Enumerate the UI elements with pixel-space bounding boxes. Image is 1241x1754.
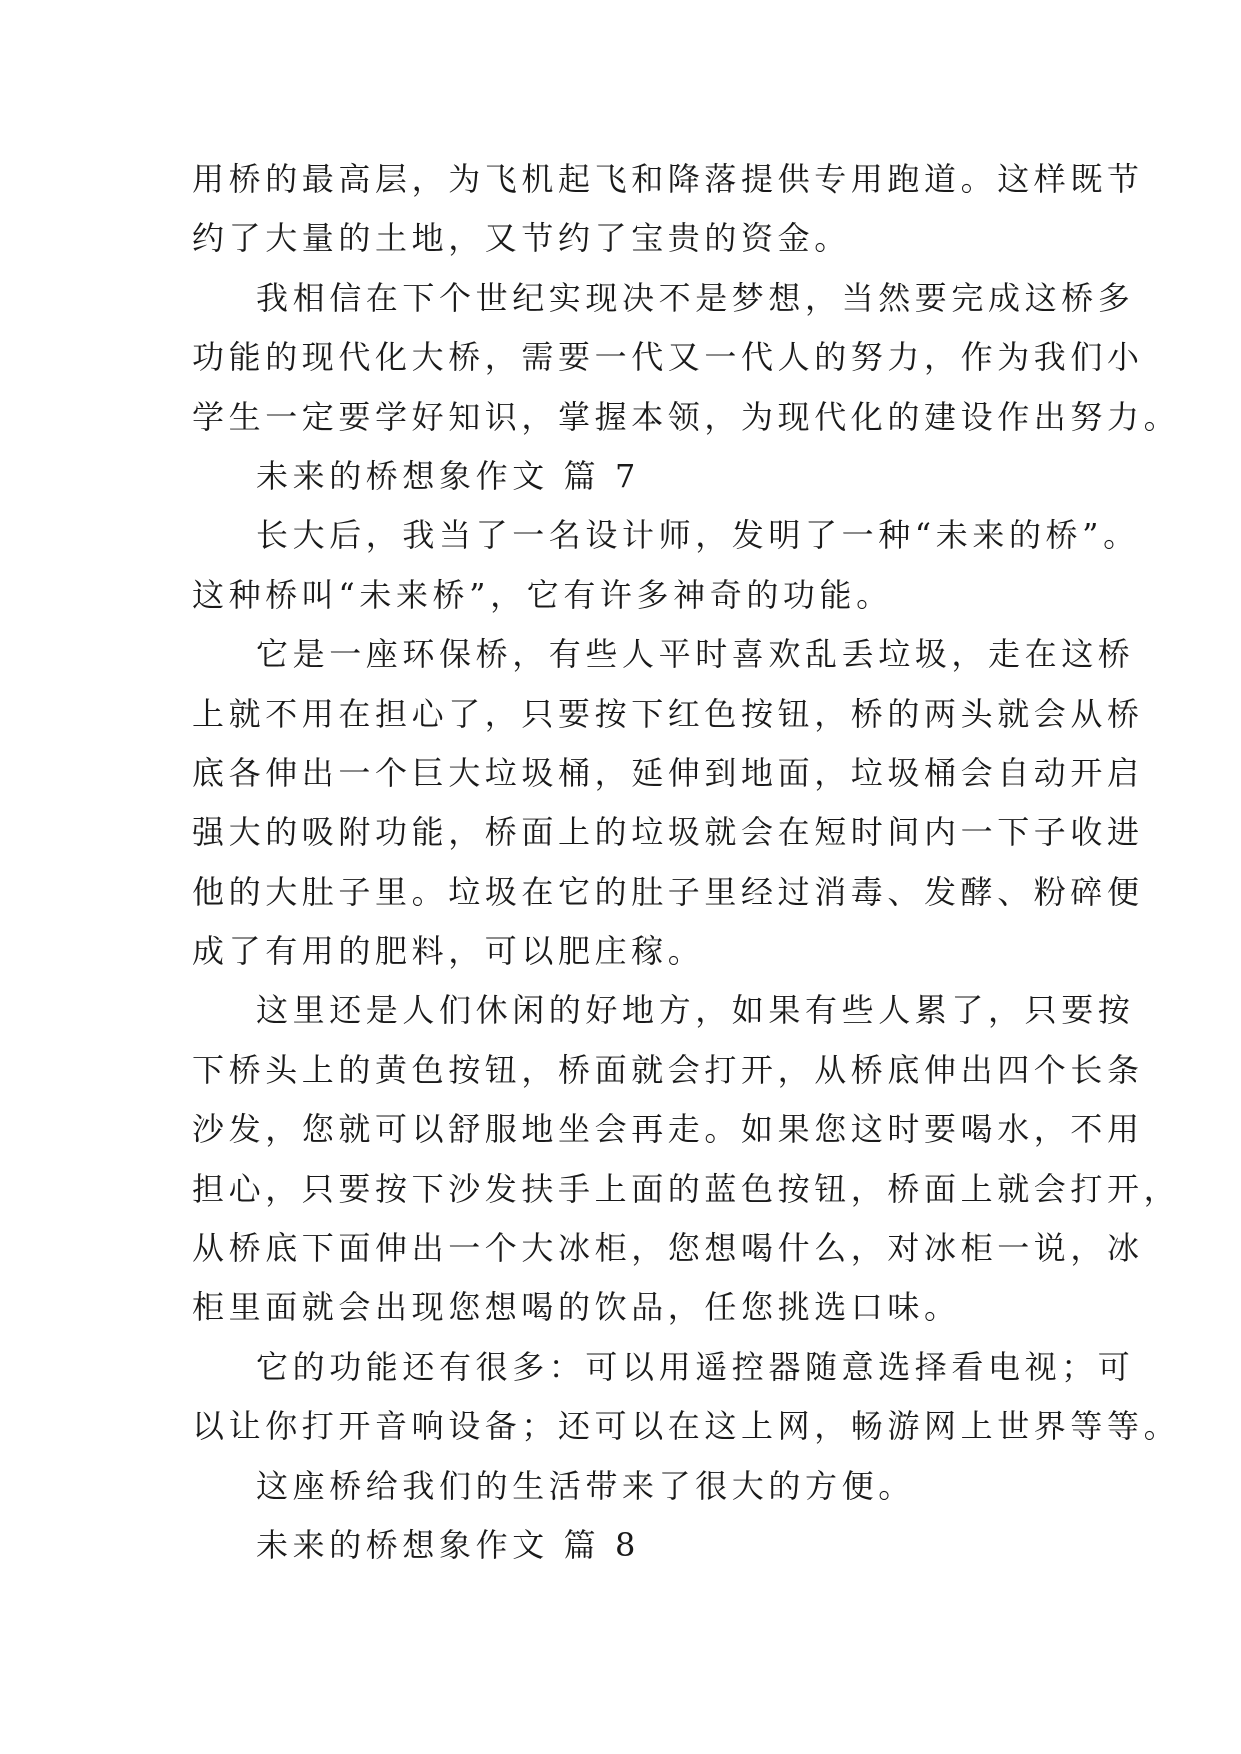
text-line: 这种桥叫“未来桥”，它有许多神奇的功能。 xyxy=(192,575,893,614)
text-line: 它是一座环保桥，有些人平时喜欢乱丢垃圾，走在这桥 xyxy=(256,635,1135,674)
text-line: 这里还是人们休闲的好地方，如果有些人累了，只要按 xyxy=(256,991,1135,1030)
text-line: 未来的桥想象作文 篇 8 xyxy=(256,1525,640,1564)
text-line: 下桥头上的黄色按钮，桥面就会打开，从桥底伸出四个长条 xyxy=(192,1050,1144,1089)
text-line: 这座桥给我们的生活带来了很大的方便。 xyxy=(256,1466,915,1505)
text-line: 担心，只要按下沙发扶手上面的蓝色按钮，桥面上就会打开， xyxy=(192,1169,1181,1208)
text-line: 未来的桥想象作文 篇 7 xyxy=(256,456,640,495)
text-line: 柜里面就会出现您想喝的饮品，任您挑选口味。 xyxy=(192,1288,961,1327)
text-line: 用桥的最高层，为飞机起飞和降落提供专用跑道。这样既节 xyxy=(192,160,1144,198)
text-line: 底各伸出一个巨大垃圾桶，延伸到地面，垃圾桶会自动开启 xyxy=(192,753,1144,792)
text-line: 功能的现代化大桥，需要一代又一代人的努力，作为我们小 xyxy=(192,338,1144,377)
text-line: 学生一定要学好知识，掌握本领，为现代化的建设作出努力。 xyxy=(192,397,1181,436)
text-line: 以让你打开音响设备；还可以在这上网，畅游网上世界等等。 xyxy=(192,1407,1181,1446)
text-line: 从桥底下面伸出一个大冰柜，您想喝什么，对冰柜一说，冰 xyxy=(192,1229,1144,1268)
text-line: 他的大肚子里。垃圾在它的肚子里经过消毒、发酵、粉碎便 xyxy=(192,872,1144,911)
text-line: 上就不用在担心了，只要按下红色按钮，桥的两头就会从桥 xyxy=(192,694,1144,733)
document-body xyxy=(192,150,1181,1575)
text-line: 它的功能还有很多：可以用遥控器随意选择看电视；可 xyxy=(256,1347,1135,1386)
text-line: 成了有用的肥料，可以肥庄稼。 xyxy=(192,932,705,971)
text-line: 约了大量的土地，又节约了宝贵的资金。 xyxy=(192,219,851,258)
text-line: 长大后，我当了一名设计师，发明了一种“未来的桥”。 xyxy=(256,516,1140,555)
text-line: 我相信在下个世纪实现决不是梦想，当然要完成这桥多 xyxy=(256,278,1135,317)
text-line: 沙发，您就可以舒服地坐会再走。如果您这时要喝水，不用 xyxy=(192,1110,1144,1149)
text-line: 强大的吸附功能，桥面上的垃圾就会在短时间内一下子收进 xyxy=(192,813,1144,852)
